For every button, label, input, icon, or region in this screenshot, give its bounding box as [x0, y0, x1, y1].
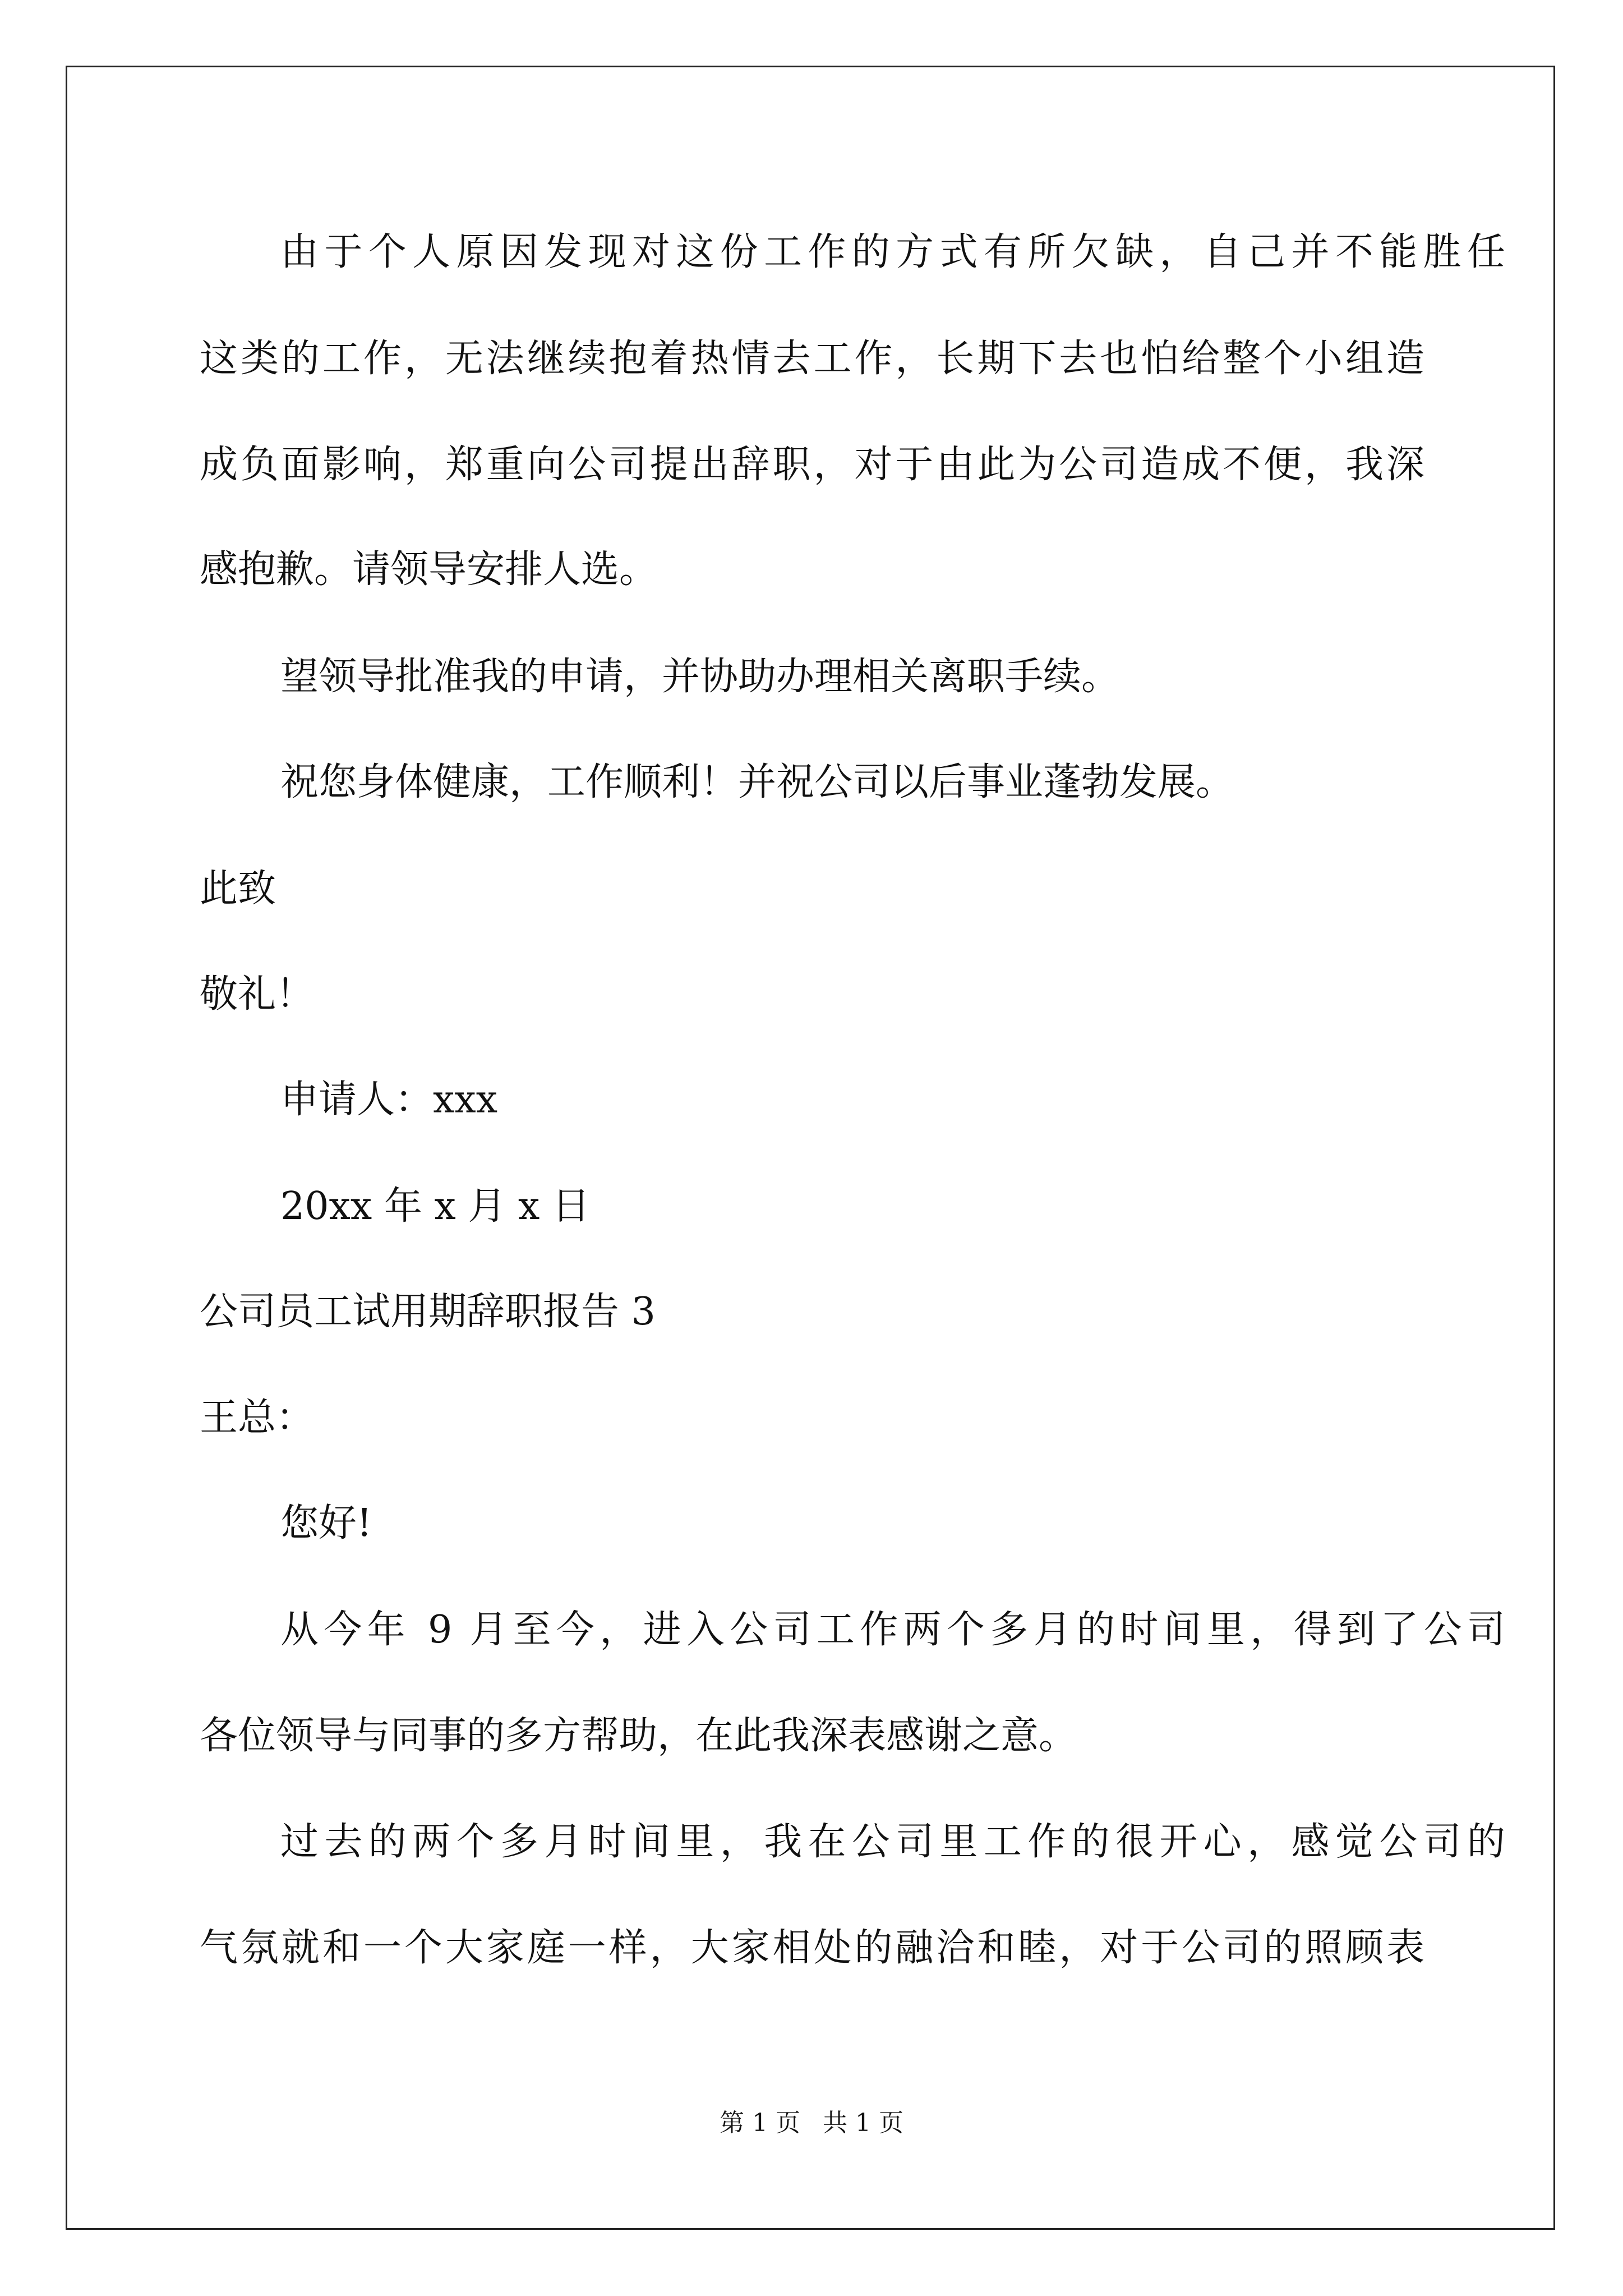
paragraph-line: 祝您身体健康，工作顺利！并祝公司以后事业蓬勃发展。	[280, 760, 1234, 804]
paragraph-line: 望领导批准我的申请，并协助办理相关离职手续。	[280, 655, 1120, 699]
closing-salutation: 敬礼！	[200, 972, 315, 1016]
page-border	[66, 66, 1555, 2230]
paragraph-line: 感抱歉。请领导安排人选。	[200, 547, 658, 592]
paragraph-line: 这类的工作，无法继续抱着热情去工作，长期下去也怕给整个小组造	[200, 337, 1424, 381]
page-total: 共 1 页	[823, 2109, 903, 2137]
paragraph-line: 从今年 9 月至今，进入公司工作两个多月的时间里，得到了公司	[280, 1608, 1505, 1652]
paragraph-line: 成负面影响，郑重向公司提出辞职，对于由此为公司造成不便，我深	[200, 443, 1424, 487]
greeting-line: 您好!	[280, 1501, 372, 1545]
paragraph-line: 过去的两个多月时间里，我在公司里工作的很开心，感觉公司的	[280, 1820, 1505, 1864]
paragraph-line: 各位领导与同事的多方帮助，在此我深表感谢之意。	[200, 1714, 1077, 1758]
addressee-line: 王总：	[200, 1396, 315, 1440]
page-footer	[0, 2106, 1623, 2140]
paragraph-line: 气氛就和一个大家庭一样，大家相处的融洽和睦，对于公司的照顾表	[200, 1926, 1424, 1970]
paragraph-line: 由于个人原因发现对这份工作的方式有所欠缺，自己并不能胜任	[280, 230, 1505, 274]
section-title: 公司员工试用期辞职报告 3	[200, 1290, 656, 1334]
applicant-line: 申请人：xxx	[280, 1078, 498, 1122]
date-line: 20xx 年 x 月 x 日	[280, 1184, 591, 1228]
closing-line: 此致	[200, 867, 276, 911]
page-number: 第 1 页	[720, 2109, 800, 2137]
